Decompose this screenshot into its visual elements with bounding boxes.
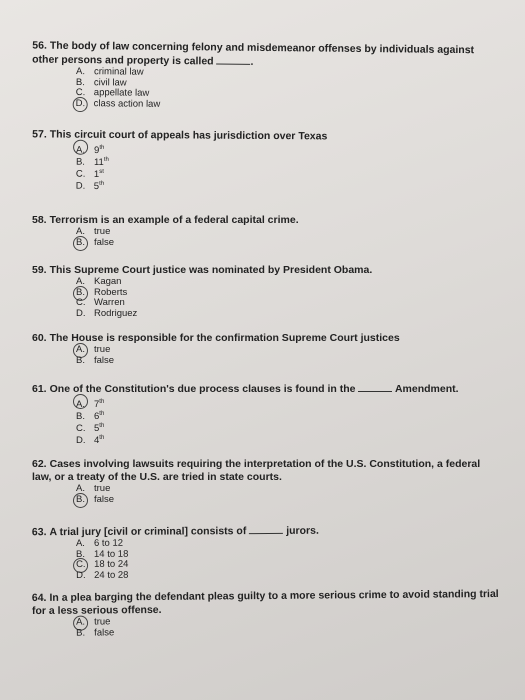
option-letter: B. xyxy=(75,548,86,560)
question-number: 64. xyxy=(31,591,47,605)
options-list xyxy=(76,614,502,639)
options-list xyxy=(76,484,502,505)
options-list xyxy=(76,67,502,113)
option-c[interactable] xyxy=(76,298,502,309)
option-letter: A. xyxy=(76,483,85,494)
option-d[interactable] xyxy=(76,432,502,447)
option-letter: C. xyxy=(75,86,86,99)
option-superscript: th xyxy=(99,399,105,405)
option-superscript: th xyxy=(99,435,105,441)
option-text: class action law xyxy=(93,97,161,110)
question-stem: This circuit court of appeals has jurisdiction over Texas xyxy=(49,128,328,143)
answer-circle xyxy=(73,236,88,251)
option-c[interactable] xyxy=(76,420,502,435)
options-list xyxy=(76,142,502,193)
question-61 xyxy=(32,382,502,447)
answer-blank xyxy=(217,54,251,64)
option-text: true xyxy=(94,483,111,494)
option-a[interactable] xyxy=(76,396,502,411)
option-text: true xyxy=(94,616,111,628)
option-letter: D. xyxy=(75,97,86,109)
option-superscript: st xyxy=(99,168,104,175)
question-stem-end: Amendment. xyxy=(394,383,459,395)
question-stem-end: . xyxy=(250,55,254,68)
option-letter: B. xyxy=(76,286,85,298)
option-superscript: th xyxy=(99,411,105,417)
option-letter: A. xyxy=(76,344,85,355)
option-text: false xyxy=(94,236,115,248)
option-text: false xyxy=(94,626,115,639)
question-stem: The House is responsible for the confirmation Supreme Court justices xyxy=(49,332,400,344)
answer-circle xyxy=(73,96,88,111)
option-b[interactable] xyxy=(76,356,502,367)
question-59 xyxy=(32,264,502,319)
question-stem: This Supreme Court justice was nominated by President Obama. xyxy=(49,264,373,276)
option-letter: A. xyxy=(76,616,86,628)
question-number: 58. xyxy=(32,214,47,226)
option-text: 24 to 28 xyxy=(94,569,129,581)
option-text: 7 xyxy=(94,399,100,411)
option-letter: A. xyxy=(75,537,85,550)
option-letter: B. xyxy=(76,236,85,248)
option-text: true xyxy=(94,226,111,237)
option-text: criminal law xyxy=(93,66,144,78)
answer-circle xyxy=(73,140,88,155)
option-letter: A. xyxy=(76,144,86,156)
option-text: 6 xyxy=(94,411,100,423)
option-superscript: th xyxy=(103,156,109,163)
option-text: appellate law xyxy=(93,87,150,99)
question-stem: One of the Constitution's due process clauses is found in the xyxy=(49,383,356,395)
question-number: 63. xyxy=(31,526,47,539)
option-text: false xyxy=(94,493,115,505)
option-text: 6 to 12 xyxy=(93,537,124,549)
question-63 xyxy=(32,523,502,581)
option-text: Roberts xyxy=(94,286,128,298)
option-text: Kagan xyxy=(94,276,122,287)
option-superscript: th xyxy=(99,144,105,151)
question-62 xyxy=(32,458,502,505)
option-text: 5 xyxy=(93,180,100,192)
option-text: 5 xyxy=(94,423,100,435)
question-64 xyxy=(32,588,502,639)
option-d[interactable] xyxy=(76,309,502,320)
option-letter: A. xyxy=(76,226,85,237)
question-stem: In a plea barging the defendant pleas guilty to a more serious crime to avoid standing trial for a less serious offense. xyxy=(31,587,502,618)
options-list xyxy=(76,227,502,248)
option-a[interactable] xyxy=(76,484,502,495)
option-letter: C. xyxy=(76,423,86,435)
option-a[interactable] xyxy=(76,277,502,288)
option-letter: D. xyxy=(76,307,86,319)
option-text: 14 to 18 xyxy=(93,548,129,560)
option-text: Rodriguez xyxy=(94,307,138,319)
question-number: 56. xyxy=(32,39,47,52)
option-text: civil law xyxy=(93,76,127,89)
option-b[interactable] xyxy=(76,495,502,506)
option-letter: B. xyxy=(76,411,85,423)
option-text: 9 xyxy=(94,144,100,156)
question-text xyxy=(32,382,502,396)
option-text: 4 xyxy=(94,435,100,447)
question-text xyxy=(32,458,502,484)
option-letter: C. xyxy=(75,168,86,180)
options-list xyxy=(76,277,502,319)
option-superscript: th xyxy=(99,423,105,429)
question-stem: The body of law concerning felony and misdemeanor offenses by individuals against other persons and property is called xyxy=(32,39,478,68)
question-stem: A trial jury [civil or criminal] consists of xyxy=(49,525,247,539)
option-letter: B. xyxy=(76,354,85,366)
answer-blank xyxy=(358,382,392,392)
option-d[interactable] xyxy=(76,568,502,581)
option-letter: D. xyxy=(76,569,86,581)
option-letter: D. xyxy=(76,435,86,447)
answer-circle xyxy=(73,493,88,508)
option-a[interactable] xyxy=(76,345,502,356)
answer-circle xyxy=(73,394,88,409)
option-text: 1 xyxy=(93,168,100,180)
option-letter: D. xyxy=(75,180,86,192)
option-letter: B. xyxy=(75,156,86,168)
options-list xyxy=(76,396,502,447)
option-text: 11 xyxy=(93,156,104,169)
question-stem: Cases involving lawsuits requiring the interpretation of the U.S. Constitution, a federal law, or a treaty of the U.S. are tried in state courts. xyxy=(32,458,484,483)
option-b[interactable] xyxy=(76,288,502,299)
question-number: 61. xyxy=(32,383,47,395)
question-number: 62. xyxy=(32,458,47,470)
option-letter: C. xyxy=(76,558,86,570)
option-letter: A. xyxy=(76,276,85,287)
option-b[interactable] xyxy=(76,408,502,423)
option-text: 18 to 24 xyxy=(94,558,129,570)
option-text: true xyxy=(94,344,111,355)
options-list xyxy=(76,345,502,366)
option-text: false xyxy=(94,354,115,366)
question-number: 59. xyxy=(32,264,47,276)
option-text: Warren xyxy=(94,297,125,308)
question-text xyxy=(32,588,502,618)
option-letter: B. xyxy=(76,627,86,639)
option-letter: B. xyxy=(75,76,85,88)
option-letter: A. xyxy=(76,399,85,411)
option-letter: B. xyxy=(76,493,85,505)
question-60 xyxy=(32,332,502,366)
question-58 xyxy=(32,214,502,248)
option-letter: A. xyxy=(75,66,86,78)
question-57 xyxy=(32,128,502,192)
options-list xyxy=(76,537,502,581)
question-stem-end: jurors. xyxy=(286,524,319,537)
question-56 xyxy=(32,40,503,114)
answer-blank xyxy=(249,524,283,534)
option-superscript: th xyxy=(99,180,105,187)
option-d[interactable] xyxy=(76,178,502,193)
question-number: 60. xyxy=(32,332,47,344)
question-stem: Terrorism is an example of a federal capital crime. xyxy=(49,214,299,226)
option-a[interactable] xyxy=(76,227,502,238)
option-b[interactable] xyxy=(76,238,502,249)
question-number: 57. xyxy=(32,128,47,141)
option-letter: C. xyxy=(76,297,86,308)
